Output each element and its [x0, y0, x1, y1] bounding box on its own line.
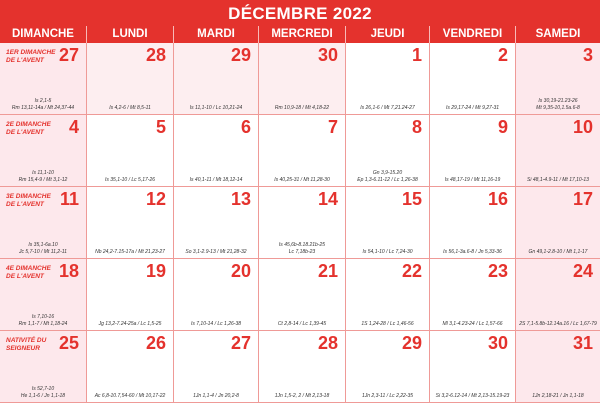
day-cell[interactable]	[87, 331, 174, 403]
reading-line: He 1,1-6 / Jn 1,1-18	[20, 392, 66, 399]
scripture-reading	[432, 393, 513, 399]
reading-line: Is 35,1-6a.10	[28, 242, 58, 249]
scripture-reading	[348, 105, 427, 111]
day-number: 20	[230, 261, 251, 281]
day-number: 12	[145, 189, 166, 209]
reading-line: Si 48,1-4.9-11 / Mt 17,10-13	[527, 176, 589, 183]
scripture-reading	[348, 170, 427, 183]
scripture-reading	[261, 321, 343, 327]
day-cell[interactable]	[430, 331, 516, 403]
scripture-reading	[518, 393, 598, 399]
day-cell[interactable]	[174, 259, 259, 331]
day-cell[interactable]	[87, 43, 174, 115]
feast-label: 4E DIMANCHE DE L'AVENT	[6, 265, 51, 280]
reading-line: Ep 1,3-6.11-12 / Lc 1,26-38	[357, 176, 418, 183]
day-number: 2	[497, 45, 508, 65]
reading-line: Is 54,1-10 / Lc 7,24-30	[362, 248, 413, 255]
feast-label: 2E DIMANCHE DE L'AVENT	[6, 121, 51, 136]
scripture-reading	[261, 242, 343, 255]
day-number: 10	[572, 117, 593, 137]
feast-label: 1ER DIMANCHE DE L'AVENT	[6, 49, 56, 64]
day-number: 22	[401, 261, 422, 281]
scripture-reading	[518, 249, 598, 255]
scripture-reading	[432, 321, 513, 327]
reading-line: 1S 1,24-28 / Lc 1,46-56	[361, 320, 414, 327]
day-cell[interactable]	[0, 187, 87, 259]
weekday-thu: JEUDI	[346, 26, 430, 43]
reading-line: Is 52,7-10	[31, 386, 55, 393]
reading-line: Is 48,17-19 / Mt 11,16-19	[444, 176, 501, 183]
reading-line: Nb 24,2-7.15-17a / Mt 21,23-27	[95, 248, 165, 255]
week-row	[0, 115, 600, 187]
day-cell[interactable]	[430, 259, 516, 331]
day-number: 23	[487, 261, 508, 281]
day-cell[interactable]	[516, 115, 600, 187]
reading-line: Is 26,1-6 / Mt 7,21.24-27	[360, 104, 415, 111]
weekday-sun: DIMANCHE	[0, 26, 87, 43]
day-cell[interactable]	[87, 259, 174, 331]
day-cell[interactable]	[87, 187, 174, 259]
scripture-reading	[432, 105, 513, 111]
day-number: 7	[327, 117, 338, 137]
reading-line: Gn 3,9-15.20	[372, 170, 403, 177]
day-number: 29	[401, 333, 422, 353]
scripture-reading	[89, 249, 171, 255]
feast-label: NATIVITÉ DU SEIGNEUR	[6, 337, 47, 352]
day-cell[interactable]	[430, 115, 516, 187]
reading-line: Ac 6,8-10.7,54-60 / Mt 10,17-22	[94, 392, 166, 399]
day-cell[interactable]	[516, 43, 600, 115]
day-cell[interactable]	[174, 115, 259, 187]
reading-line: Ml 3,1-4.23-24 / Lc 1,57-66	[442, 320, 503, 327]
reading-line: Si 3,2-6.12-14 / Mt 2,13-15.19-23	[435, 392, 510, 399]
reading-line: Rm 1,1-7 / Mt 1,18-24	[18, 320, 68, 327]
reading-line: 1Jn 1,1-4 / Jn 20,2-8	[193, 392, 239, 399]
weekday-fri: VENDREDI	[430, 26, 516, 43]
scripture-reading	[176, 105, 256, 111]
day-number: 26	[145, 333, 166, 353]
reading-line: 2S 7,1-5.8b-12.14a.16 / Lc 1,67-79	[519, 320, 597, 327]
reading-line: Rm 13,11-14a / Mt 24,37-44	[11, 104, 75, 111]
day-cell[interactable]	[430, 187, 516, 259]
day-number: 3	[582, 45, 593, 65]
week-row	[0, 331, 600, 403]
day-number: 28	[145, 45, 166, 65]
scripture-reading	[348, 393, 427, 399]
scripture-reading	[432, 249, 513, 255]
reading-line: Jc 5,7-10 / Mt 11,2-11	[19, 248, 67, 255]
calendar-grid	[0, 43, 600, 403]
reading-line: Ct 2,8-14 / Lc 1,39-45	[277, 320, 327, 327]
scripture-reading	[261, 105, 343, 111]
reading-line: Gn 49,1-2.8-10 / Mt 1,1-17	[528, 248, 588, 255]
reading-line: Is 40,25-31 / Mt 11,28-30	[274, 176, 330, 183]
scripture-reading	[2, 386, 84, 399]
day-number: 4	[68, 117, 79, 137]
day-cell[interactable]	[0, 331, 87, 403]
weekday-mon: LUNDI	[87, 26, 174, 43]
day-number: 17	[572, 189, 593, 209]
day-cell[interactable]	[87, 115, 174, 187]
reading-line: 1Jn 2,18-21 / Jn 1,1-18	[532, 392, 584, 399]
day-number: 15	[401, 189, 422, 209]
day-cell[interactable]	[346, 187, 430, 259]
reading-line: Is 56,1-3a.6-8 / Jn 5,33-36	[443, 248, 502, 255]
reading-line: Rm 15,4-9 / Mt 3,1-12	[18, 176, 68, 183]
day-cell[interactable]	[259, 115, 346, 187]
week-row	[0, 259, 600, 331]
scripture-reading	[518, 98, 598, 111]
day-cell[interactable]	[174, 331, 259, 403]
scripture-reading	[261, 393, 343, 399]
scripture-reading	[89, 105, 171, 111]
reading-line: 1Jn 1,5-2, 2 / Mt 2,13-18	[274, 392, 330, 399]
reading-line: Is 30,19-21.23-26	[538, 98, 578, 105]
day-number: 13	[230, 189, 251, 209]
day-number: 29	[230, 45, 251, 65]
reading-line: Jg 13,2-7.24-25a / Lc 1,5-25	[98, 320, 162, 327]
day-cell[interactable]	[0, 259, 87, 331]
scripture-reading	[432, 177, 513, 183]
day-cell[interactable]	[259, 43, 346, 115]
reading-line: So 3,1-2.9-13 / Mt 21,28-32	[185, 248, 247, 255]
feast-label: 3E DIMANCHE DE L'AVENT	[6, 193, 51, 208]
scripture-reading	[176, 393, 256, 399]
day-number: 6	[240, 117, 251, 137]
scripture-reading	[261, 177, 343, 183]
day-cell[interactable]	[0, 115, 87, 187]
day-number: 8	[411, 117, 422, 137]
week-row	[0, 187, 600, 259]
day-number: 14	[317, 189, 338, 209]
day-number: 31	[572, 333, 593, 353]
day-number: 18	[58, 261, 79, 281]
day-number: 5	[155, 117, 166, 137]
scripture-reading	[518, 177, 598, 183]
day-number: 25	[58, 333, 79, 353]
scripture-reading	[176, 177, 256, 183]
reading-line: 1Jn 2,3-11 / Lc 2,22-35	[361, 392, 414, 399]
reading-line: Is 2,1-5	[34, 98, 52, 105]
scripture-reading	[348, 249, 427, 255]
scripture-reading	[2, 98, 84, 111]
scripture-reading	[176, 321, 256, 327]
day-number: 19	[145, 261, 166, 281]
week-row	[0, 43, 600, 115]
reading-line: Is 45,6b-8.18.21b-25	[278, 242, 326, 249]
scripture-reading	[89, 177, 171, 183]
day-number: 11	[59, 189, 79, 209]
day-cell[interactable]	[516, 259, 600, 331]
day-cell[interactable]	[516, 187, 600, 259]
day-number: 21	[317, 261, 338, 281]
weekday-tue: MARDI	[174, 26, 259, 43]
day-cell[interactable]	[174, 43, 259, 115]
scripture-reading	[89, 393, 171, 399]
day-cell[interactable]	[259, 187, 346, 259]
reading-line: Rm 10,9-18 / Mt 4,18-22	[274, 104, 330, 111]
day-number: 30	[317, 45, 338, 65]
day-number: 27	[58, 45, 79, 65]
reading-line: Lc 7,18b-23	[288, 248, 316, 255]
reading-line: Is 11,1-10	[32, 170, 54, 177]
reading-line: Mt 9,35-10,1.5a.6-8	[536, 104, 580, 111]
scripture-reading	[89, 321, 171, 327]
scripture-reading	[176, 249, 256, 255]
reading-line: Is 11,1-10 / Lc 10,21-24	[189, 104, 243, 111]
day-cell[interactable]	[346, 331, 430, 403]
reading-line: Is 7,10-16	[31, 314, 55, 321]
scripture-reading	[518, 321, 598, 327]
day-cell[interactable]	[174, 187, 259, 259]
scripture-reading	[2, 314, 84, 327]
scripture-reading	[348, 321, 427, 327]
day-cell[interactable]	[346, 43, 430, 115]
day-number: 16	[487, 189, 508, 209]
scripture-reading	[2, 170, 84, 183]
reading-line: Is 4,2-6 / Mt 8,5-11	[109, 104, 151, 111]
day-cell[interactable]	[259, 259, 346, 331]
weekday-header	[0, 26, 600, 43]
day-cell[interactable]	[346, 115, 430, 187]
calendar-title: DÉCEMBRE 2022	[0, 0, 600, 26]
day-cell[interactable]	[430, 43, 516, 115]
reading-line: Is 29,17-24 / Mt 9,27-31	[445, 104, 500, 111]
weekday-sat: SAMEDI	[516, 26, 600, 43]
day-number: 9	[497, 117, 508, 137]
day-cell[interactable]	[0, 43, 87, 115]
day-cell[interactable]	[259, 331, 346, 403]
reading-line: Is 35,1-10 / Lc 5,17-26	[104, 176, 156, 183]
day-number: 1	[411, 45, 422, 65]
day-number: 28	[317, 333, 338, 353]
day-cell[interactable]	[346, 259, 430, 331]
day-cell[interactable]	[516, 331, 600, 403]
scripture-reading	[2, 242, 84, 255]
day-number: 30	[487, 333, 508, 353]
weekday-wed: MERCREDI	[259, 26, 346, 43]
reading-line: Is 7,10-14 / Lc 1,26-38	[190, 320, 242, 327]
day-number: 24	[572, 261, 593, 281]
reading-line: Is 40,1-11 / Mt 18,12-14	[189, 176, 243, 183]
day-number: 27	[230, 333, 251, 353]
